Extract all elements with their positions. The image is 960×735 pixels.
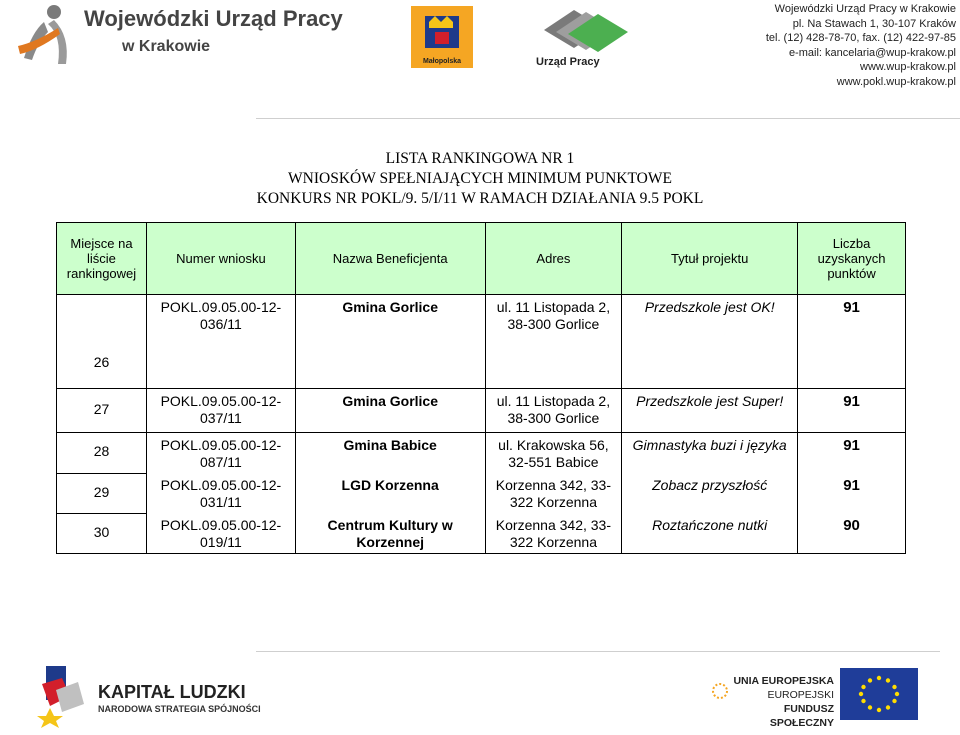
contact-address: pl. Na Stawach 1, 30-107 Kraków — [792, 17, 956, 30]
cell-points: 90 — [798, 513, 906, 554]
urzad-pracy-label: Urząd Pracy — [536, 56, 600, 68]
header-beneficiary: Nazwa Beneficjenta — [295, 223, 485, 295]
cell-beneficiary: Gmina Babice — [295, 433, 485, 474]
cell-title: Roztańczone nutki — [622, 513, 798, 554]
cell-address: ul. 11 Listopada 2, 38-300 Gorlice — [485, 389, 622, 433]
cell-rank: 27 — [57, 389, 147, 433]
kapital-ludzki-subtitle: NARODOWA STRATEGIA SPÓJNOŚCI — [98, 704, 261, 714]
cell-beneficiary: LGD Korzenna — [295, 473, 485, 513]
cell-number: POKL.09.05.00-12-087/11 — [146, 433, 295, 474]
wup-subtitle: w Krakowie — [122, 38, 211, 55]
contact-website: www.wup-krakow.pl — [860, 61, 956, 73]
cell-address: Korzenna 342, 33-322 Korzenna — [485, 473, 622, 513]
malopolska-logo — [411, 6, 473, 68]
title-line-1: LISTA RANKINGOWA NR 1 — [385, 150, 575, 167]
cell-title: Przedszkole jest Super! — [622, 389, 798, 433]
cell-address: ul. 11 Listopada 2, 38-300 Gorlice — [485, 295, 622, 389]
header-number: Numer wniosku — [146, 223, 295, 295]
cell-beneficiary: Gmina Gorlice — [295, 389, 485, 433]
header-rank: Miejsce na liście rankingowej — [57, 223, 147, 295]
cell-title: Gimnastyka buzi i języka — [622, 433, 798, 474]
cell-points: 91 — [798, 473, 906, 513]
kapital-ludzki-title: KAPITAŁ LUDZKI — [98, 682, 246, 702]
document-title — [0, 149, 960, 209]
cell-rank: 29 — [57, 473, 147, 513]
table-row — [57, 295, 906, 389]
wup-logo — [14, 2, 374, 74]
ue-line-3: FUNDUSZ SPOŁECZNY — [769, 703, 834, 729]
contact-website-pokl: www.pokl.wup-krakow.pl — [836, 75, 956, 88]
cell-rank: 28 — [57, 433, 147, 474]
cell-points: 91 — [798, 389, 906, 433]
title-line-2: WNIOSKÓW SPEŁNIAJĄCYCH MINIMUM PUNKTOWE — [288, 170, 672, 187]
cell-points: 91 — [798, 295, 906, 389]
contact-org: Wojewódzki Urząd Pracy w Krakowie — [774, 3, 956, 15]
table-row — [57, 473, 906, 513]
urzad-pracy-cards-icon — [534, 2, 644, 56]
ue-line-2: EUROPEJSKI — [767, 689, 834, 701]
table-row — [57, 389, 906, 433]
cell-number: POKL.09.05.00-12-019/11 — [146, 513, 295, 554]
kapital-ludzki-logo-icon — [36, 660, 96, 728]
ranking-table — [56, 222, 906, 554]
footer-divider — [256, 651, 940, 652]
cell-number: POKL.09.05.00-12-037/11 — [146, 389, 295, 433]
header-address: Adres — [485, 223, 622, 295]
header-divider — [256, 118, 960, 119]
wup-title: Wojewódzki Urząd Pracy — [84, 6, 343, 31]
cell-beneficiary: Gmina Gorlice — [295, 295, 485, 389]
table-row — [57, 433, 906, 474]
table-row — [57, 513, 906, 554]
ue-label — [730, 674, 834, 730]
eu-flag-icon — [840, 668, 918, 720]
cell-number: POKL.09.05.00-12-036/11 — [146, 295, 295, 389]
cell-beneficiary: Centrum Kultury w Korzennej — [295, 513, 485, 554]
ue-line-1: UNIA EUROPEJSKA — [733, 675, 834, 687]
runner-figure-icon — [14, 2, 74, 74]
contact-block — [736, 2, 956, 89]
urzad-pracy-logo — [534, 2, 644, 70]
cell-points: 91 — [798, 433, 906, 474]
header-points: Liczba uzyskanych punktów — [798, 223, 906, 295]
cell-rank: 30 — [57, 513, 147, 554]
cell-title: Zobacz przyszłość — [622, 473, 798, 513]
rank-value: 26 — [93, 354, 110, 370]
malopolska-crown-icon — [411, 6, 473, 56]
cell-address: Korzenna 342, 33-322 Korzenna — [485, 513, 622, 554]
cell-address: ul. Krakowska 56, 32-551 Babice — [485, 433, 622, 474]
contact-phone: tel. (12) 428-78-70, fax. (12) 422-97-85 — [765, 32, 956, 44]
cell-number: POKL.09.05.00-12-031/11 — [146, 473, 295, 513]
title-line-3: KONKURS NR POKL/9. 5/I/11 W RAMACH DZIAŁANIA 9.5 POKL — [256, 190, 704, 207]
eu-stars-icon — [840, 668, 918, 720]
contact-email: e-mail: kancelaria@wup-krakow.pl — [788, 46, 956, 59]
table-header-row — [57, 223, 906, 295]
header-title: Tytuł projektu — [622, 223, 798, 295]
ue-stars-small-icon — [711, 682, 729, 700]
cell-rank — [57, 295, 147, 389]
cell-title: Przedszkole jest OK! — [622, 295, 798, 389]
malopolska-label: Małopolska — [422, 58, 462, 65]
